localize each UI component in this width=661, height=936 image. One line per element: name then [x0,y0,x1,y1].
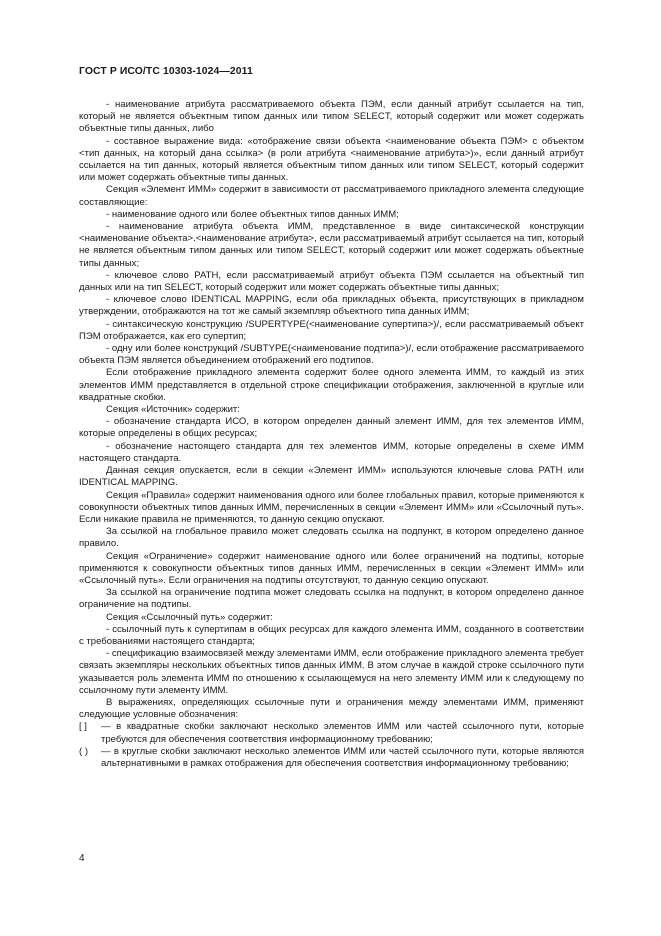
paragraph: В выражениях, определяющих ссылочные пути и ограничения между элементами ИММ, применяют следующие условные обозначения: [79,696,584,721]
notation-item-square-brackets [79,721,584,745]
notation-text: — в квадратные скобки заключают несколько элементов ИММ или частей ссылочного пути, которые требуются для обеспечения соответствия информационному требованию; [101,721,584,745]
paragraph: - наименование атрибута объекта ИММ, представленное в виде синтаксической конструкции <наименование объекта>.<наименование атрибута>, если рассматриваемый атрибут ссылается на тип, который не является объектным типом данных или типом SELECT, который содержит или может содержать объектные типы данных; [79,221,584,269]
paragraph: - наименование атрибута рассматриваемого объекта ПЭМ, если данный атрибут ссылается на тип, который не является объектным типом данных или типом SELECT, который содержит или может содержать объектные типы данных, либо [79,99,584,135]
paragraph: Секция «Ссылочный путь» содержит: [106,611,273,623]
notation-symbol: [ ] [79,721,87,733]
paragraph: - ключевое слово IDENTICAL MAPPING, если оба прикладных объекта, присутствующих в прикладном утверждении, отображаются на тот же самый экземпляр объектного типа данных ИММ; [79,294,584,318]
paragraph: - наименование одного или более объектных типов данных ИММ; [106,208,399,220]
paragraph: Данная секция опускается, если в секции «Элемент ИММ» используются ключевые слова PATH или IDENTICAL MAPPING. [79,465,584,489]
notation-item-round-brackets [79,746,584,770]
paragraph: - ключевое слово PATH, если рассматриваемый атрибут объекта ПЭМ ссылается на объектный тип данных или на тип SELECT, который содержит или может содержать объектные типы данных; [79,269,584,294]
paragraph: - ссылочный путь к супертипам в общих ресурсах для каждого элемента ИММ, созданного в соответствии с требованиями настоящего стандарта; [79,623,584,647]
paragraph: - составное выражение вида: «отображение связи объекта <наименование объекта ПЭМ> с объектом <тип данных, на который дана ссылка> (в роли атрибута <наименование атрибута>)», если данный атрибут ссылается на тип данных, который является объектным типом данных или типом SELECT, который содержит или может содержать объектные типы данных. [79,135,584,184]
paragraph: - спецификацию взаимосвязей между элементами ИММ, если отображение прикладного элемента требует связать экземпляры нескольких объектных типов данных ИММ. В этом случае в каждой строке ссылочного пути указывается роль элемента ИММ по отношению к ссылающемуся на него элементу ИММ или к следующему по ссылочному пути элементу ИММ. [79,648,584,696]
paragraph: За ссылкой на ограничение подтипа может следовать ссылка на подпункт, в котором определено данное ограничение на подтипы. [79,587,584,611]
paragraph: Секция «Источник» содержит: [106,404,240,416]
paragraph: Секция «Ограничение» содержит наименование одного или более ограничений на подтипы, которые применяются к совокупности объектных типов данных ИММ, перечисленных в секции «Элемент ИММ» или «Ссылочный путь». Если ограничения на подтипы отсутствуют, то данную секцию опускают. [79,550,584,586]
notation-symbol: ( ) [79,745,89,757]
paragraph: Секция «Правила» содержит наименования одного или более глобальных правил, которые применяются к совокупности объектных типов данных ИММ, перечисленных в секции «Элемент ИММ» или «Ссылочный путь». Если никакие правила не применяются, то данную секцию опускают. [79,489,584,525]
notation-text: — в круглые скобки заключают несколько элементов ИММ или частей ссылочного пути, которые являются альтернативными в рамках отображения для обеспечения соответствия информационному требованию; [101,745,584,769]
paragraph: Если отображение прикладного элемента содержит более одного элемента ИММ, то каждый из этих элементов ИММ представляется в отдельной строке спецификации отображения, заключенной в круглые или квадратные скобки. [79,367,584,403]
paragraph: - одну или более конструкций /SUBTYPE(<наименование подтипа>)/, если отображение рассматриваемого объекта ПЭМ является объединением отображений его подтипов. [79,343,584,367]
paragraph: - обозначение настоящего стандарта для тех элементов ИММ, которые определены в схеме ИММ настоящего стандарта. [79,440,584,464]
paragraph: - синтаксическую конструкцию /SUPERTYPE(<наименование супертипа>)/, если рассматриваемый объект ПЭМ отображается, как его супертип; [79,318,584,342]
paragraph: За ссылкой на глобальное правило может следовать ссылка на подпункт, в котором определено данное правило. [79,526,584,550]
document-body [79,99,584,770]
page-number: 4 [79,853,85,864]
paragraph: Секция «Элемент ИММ» содержит в зависимости от рассматриваемого прикладного элемента следующие составляющие: [79,184,584,208]
paragraph: - обозначение стандарта ИСО, в котором определен данный элемент ИММ, для тех элементов ИММ, которые определены в общих ресурсах; [79,416,584,440]
document-header: ГОСТ Р ИСО/ТС 10303-1024—2011 [79,66,253,77]
